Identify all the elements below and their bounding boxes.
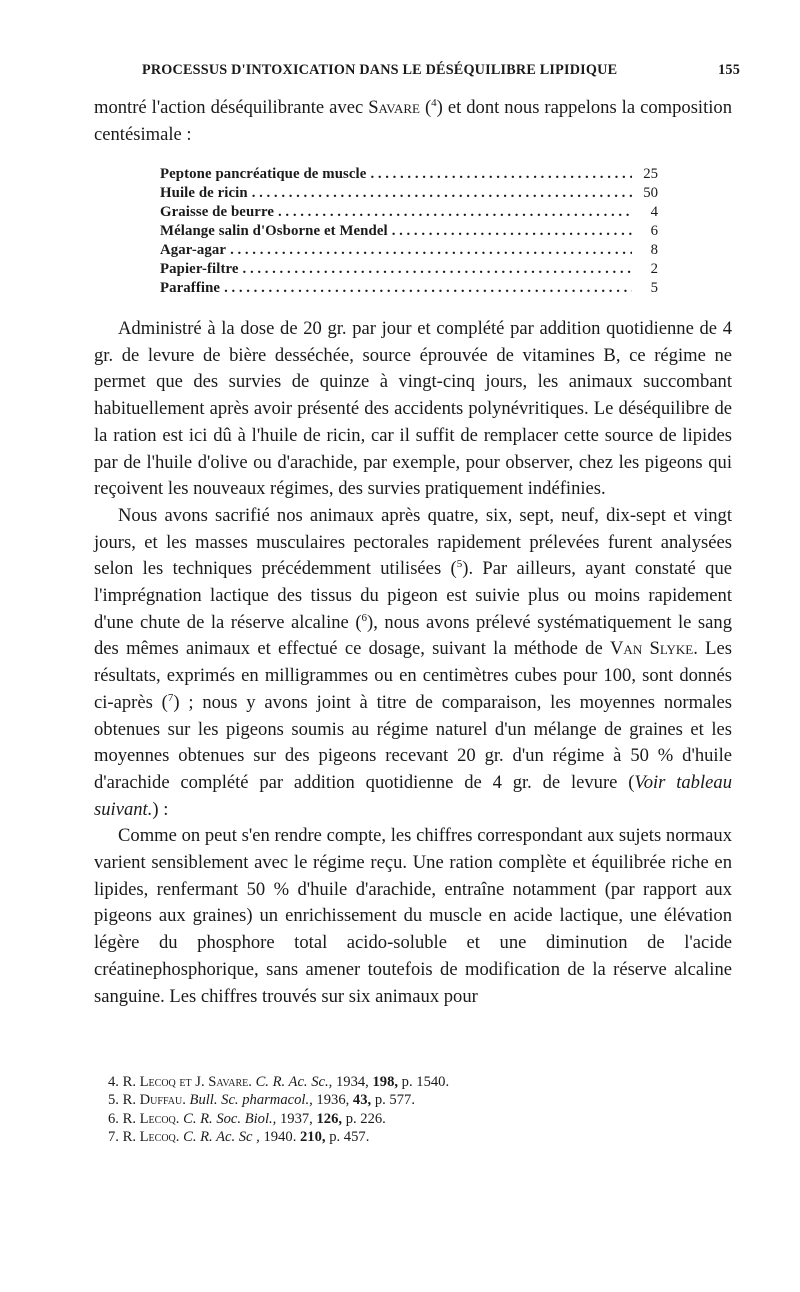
footnote-number: 6. [108,1110,119,1127]
leader-dots [278,203,632,222]
footnote-year: 1936, [316,1092,350,1109]
footnote-year: 1940. [263,1128,297,1145]
footnote-authors: R. Lecoq et J. Savare. [122,1074,252,1090]
diet-row [160,222,658,241]
footnote-page: p. 577. [374,1092,415,1109]
diet-composition-list [160,165,658,298]
diet-row [160,241,658,260]
footnote-authors: R. Duffau. [122,1092,186,1109]
intro-paragraph: montré l'action déséquilibrante avec Savare ($^4$) et dont nous rappelons la composition centésimale : [94,96,733,145]
footnote-ref-4: 4 [431,96,437,109]
paragraph-2: Nous avons sacrifié nos animaux après quatre, six, sept, neuf, dix-sept et vingt jours, et les masses musculaires pectorales rapidement prélevées furent analysées selon les techniques précédemment utilisées ($^5$). Par ailleurs, ayant constaté que l'imprégnation lactique des tissus du pigeon est suivie plus ou moins rapidement d'une chute de la réserve alcaline ($^6$), nous avons prélevé systématiquement le sang des mêmes animaux et effectué ce dosage, suivant la méthode de Van Slyke. Les résultats, exprimés en milligrammes ou en centimètres cubes pour 100, sont donnés ci-après ($^7$) ; nous y avons joint à titre de comparaison, les moyennes normales obtenues sur les pigeons soumis au régime naturel d'un mélange de graines et les moyennes obtenues sur des pigeons recevant 20 gr. d'un régime à 50 % d'huile d'arachide complété par addition quotidienne de 4 gr. de levure (Voir tableau suivant.) : [94,504,733,820]
footnote-page: p. 226. [345,1110,386,1127]
footnote-year: 1937, [279,1110,313,1127]
p2-text-4: . Les résultats, exprimés en milligrammes ou en centimètres cubes pour 100, sont donnés ci-après [94,638,732,713]
leader-dots [370,165,632,184]
footnote-authors: R. Lecoq. [122,1128,180,1145]
ingredient-name: Peptone pancréatique de muscle [160,166,367,182]
p2-text-3: , nous avons prélevé systématiquement le sang des mêmes animaux et effectué ce dosage, suivant la méthode de [94,611,732,660]
author-van-slyke: Van Slyke [610,638,694,660]
running-header [142,62,740,79]
footnote-journal: Bull. Sc. pharmacol., [189,1092,313,1109]
diet-row [160,260,658,279]
leader-dots [243,260,632,279]
footnotes [108,1073,668,1146]
footnote-item [108,1091,668,1109]
footnote-page: p. 1540. [401,1074,450,1090]
ingredient-value: 8 [650,242,658,258]
leader-dots [252,184,632,203]
footnote-number: 4. [108,1074,119,1090]
see-table-note: Voir tableau suivant. [94,771,732,820]
ingredient-value: 50 [643,185,658,201]
footnote-ref-7: 7 [167,691,174,704]
paragraph-3: Comme on peut s'en rendre compte, les chiffres correspondant aux sujets normaux varient sensiblement avec le régime reçu. Une ration complète et équilibrée riche en lipides, renfermant 50 % d'huile d'arachide, entraîne notamment (par rapport aux pigeons aux graines) un enrichissement du muscle en acide lactique, une élévation légère du phosphore total acido-soluble et une diminution de l'acide créatinephosphorique, sans amener toutefois de modification de la réserve alcaline sanguine. Les chiffres trouvés sur six animaux pour [94,825,732,1007]
footnote-journal: C. R. Ac. Sc , [183,1128,260,1145]
ingredient-value: 25 [643,166,658,182]
intro-text-2: et dont nous rappelons la composition centésimale : [94,97,733,145]
footnote-year: 1934, [335,1074,369,1090]
paragraph-1: Administré à la dose de 20 gr. par jour et complété par addition quotidienne de 4 gr. de levure de bière desséchée, source éprouvée de vitamines B, ce régime ne permet que des survies de quinze à vingt-cinq jours, les animaux succombant habituellement après avoir présenté des accidents polynévritiques. Le déséquilibre de la ration est ici dû à l'huile de ricin, car il suffit de remplacer cette source de lipides par de l'huile d'olive ou d'arachide, par exemple, pour observer, chez les pigeons qui reçoivent les nouveaux régimes, des survies pratiquement indéfinies. [94,318,732,500]
p2-text-1: Nous avons sacrifié nos animaux après quatre, six, sept, neuf, dix-sept et vingt jours, et les masses musculaires pectorales rapidement prélevées furent analysées selon les techniques précédemment utilisées [94,504,732,580]
footnote-ref-6: 6 [361,611,368,624]
footnote-volume: 210, [300,1128,326,1145]
author-savare: Savare [368,97,420,118]
ingredient-name: Agar-agar [160,242,227,258]
p2-text-5: ; nous y avons joint à titre de comparaison, les moyennes normales obtenues sur les pigeons soumis au régime naturel d'un mélange de graines et les moyennes obtenues sur des pigeons recevant 20 gr. d'un régime à 50 % d'huile d'arachide complété par addition quotidienne de 4 gr. de levure [94,691,732,793]
footnote-number: 7. [108,1128,119,1145]
footnote-authors: R. Lecoq. [122,1110,180,1127]
diet-row [160,184,658,203]
diet-row [160,165,658,184]
ingredient-name: Mélange salin d'Osborne et Mendel [160,223,388,239]
footnote-item [108,1073,668,1091]
footnote-volume: 126, [316,1110,343,1127]
page-number: 155 [718,62,740,78]
leader-dots [392,222,632,241]
main-text [94,316,732,1010]
ingredient-value: 5 [650,280,658,296]
ingredient-name: Graisse de beurre [160,204,275,220]
footnote-volume: 43, [352,1092,372,1109]
running-title: PROCESSUS D'INTOXICATION DANS LE DÉSÉQUILIBRE LIPIDIQUE [142,62,618,78]
footnote-volume: 198, [372,1074,399,1090]
footnote-item [108,1110,668,1128]
intro-text-1: montré l'action déséquilibrante avec [94,97,364,118]
ingredient-value: 6 [650,223,658,239]
p2-text-6: : [158,798,169,820]
ingredient-name: Paraffine [160,280,221,296]
ingredient-value: 2 [650,261,658,277]
footnote-page: p. 457. [329,1128,370,1145]
diet-row [160,203,658,222]
p2-text-2: . Par ailleurs, ayant constaté que l'imprégnation lactique des tissus du pigeon est suivie plus ou moins rapidement d'une chute de la réserve alcaline [94,558,733,633]
footnote-item [108,1128,668,1146]
leader-dots [230,241,632,260]
ingredient-name: Papier-filtre [160,261,239,277]
footnote-journal: C. R. Ac. Sc., [255,1074,333,1090]
ingredient-name: Huile de ricin [160,185,248,201]
footnote-journal: C. R. Soc. Biol., [183,1110,277,1127]
footnote-number: 5. [108,1092,119,1109]
footnote-ref-5: 5 [456,558,463,571]
diet-row [160,279,658,298]
ingredient-value: 4 [650,204,658,220]
leader-dots [224,279,632,298]
